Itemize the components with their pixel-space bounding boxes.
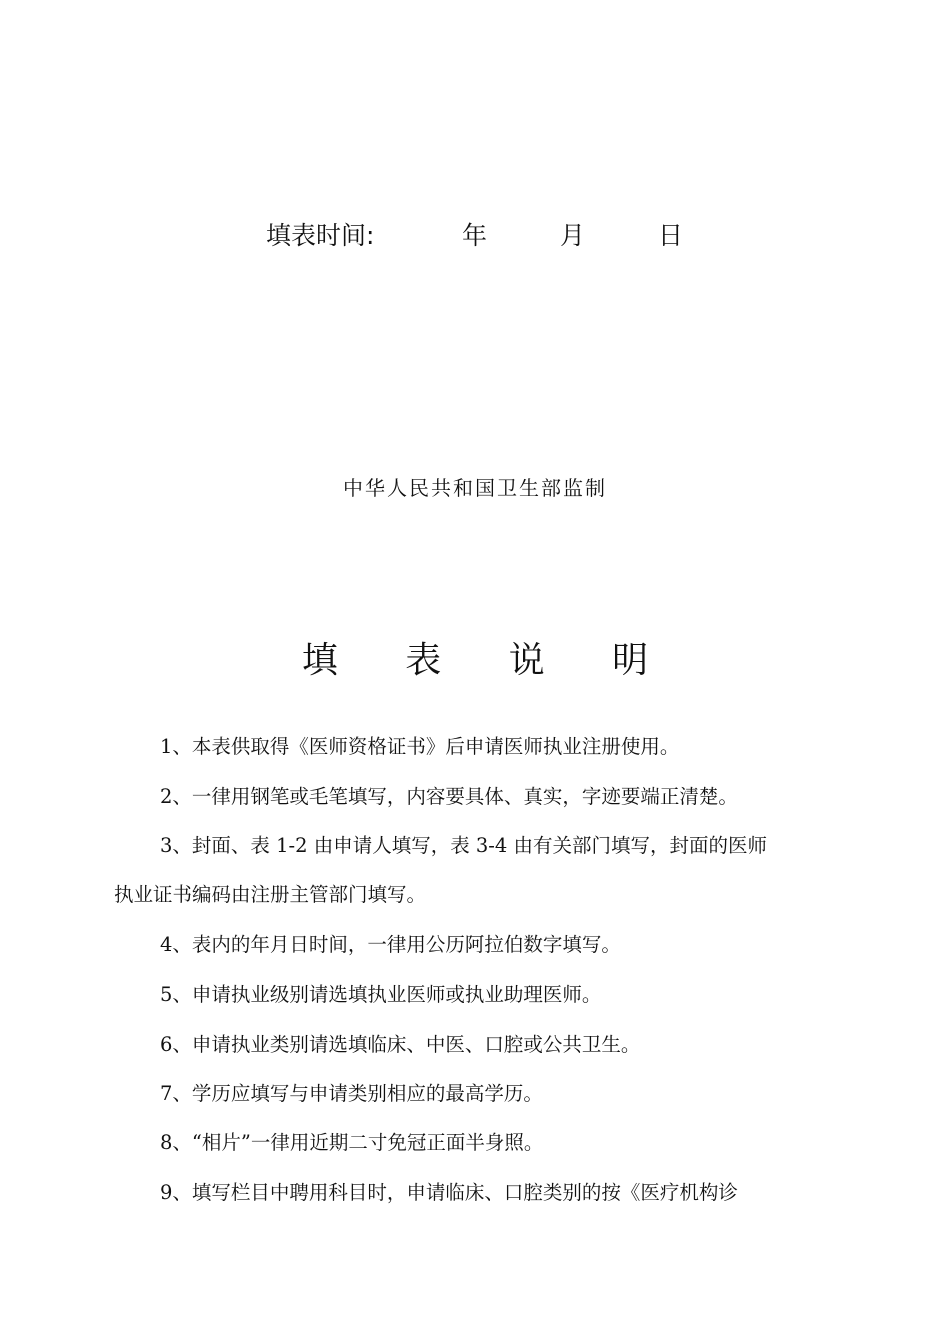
- section-title: 填 表 说 明: [301, 640, 677, 681]
- instruction-7: 7、学历应填写与申请类别相应的最高学历。: [160, 1082, 543, 1105]
- instruction-8: 8、“相片”一律用近期二寸免冠正面半身照。: [160, 1131, 544, 1154]
- fill-date-day-label: 日: [658, 221, 684, 250]
- instruction-6: 6、申请执业类别请选填临床、中医、口腔或公共卫生。: [160, 1033, 641, 1056]
- instruction-2: 2、一律用钢笔或毛笔填写，内容要具体、真实，字迹要端正清楚。: [160, 785, 738, 808]
- instruction-3-continued: 执业证书编码由注册主管部门填写。: [114, 883, 427, 906]
- instruction-3: 3、封面、表 1-2 由申请人填写，表 3-4 由有关部门填写，封面的医师: [160, 834, 768, 857]
- instruction-4: 4、表内的年月日时间，一律用公历阿拉伯数字填写。: [160, 933, 621, 956]
- supervisor-line: 中华人民共和国卫生部监制: [343, 476, 607, 500]
- fill-date-month-label: 月: [560, 221, 586, 250]
- instruction-1: 1、本表供取得《医师资格证书》后申请医师执业注册使用。: [160, 735, 680, 758]
- instruction-5: 5、申请执业级别请选填执业医师或执业助理医师。: [160, 983, 602, 1006]
- fill-date-year-label: 年: [462, 221, 488, 250]
- instruction-9: 9、填写栏目中聘用科目时，申请临床、口腔类别的按《医疗机构诊: [160, 1181, 738, 1204]
- fill-date-label: 填表时间:: [266, 221, 375, 250]
